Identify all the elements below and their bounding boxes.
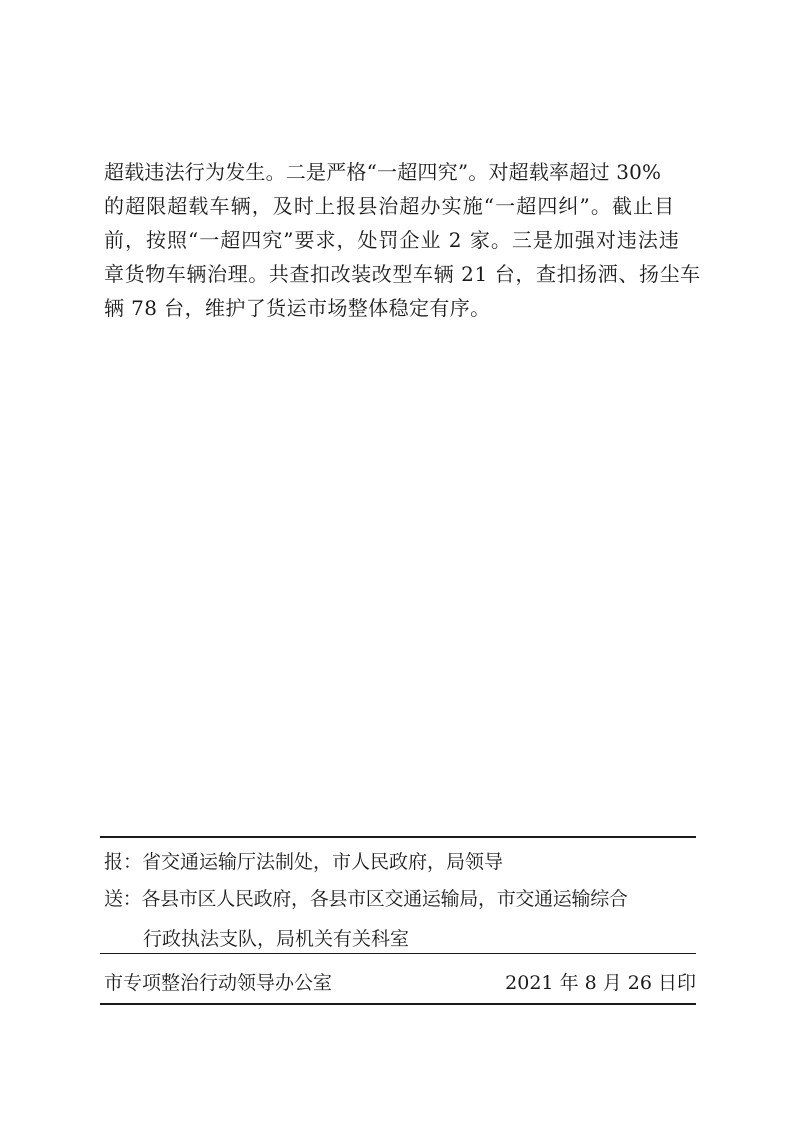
body-line: 超载违法行为发生。二是严格“一超四究”。对超载率超过 30% — [104, 160, 662, 184]
report-to-line: 报：省交通运输厅法制处，市人民政府，局领导 — [104, 851, 504, 873]
issuer-name: 市专项整治行动领导办公室 — [104, 972, 333, 994]
body-line: 辆 78 台，维护了货运市场整体稳定有序。 — [104, 296, 491, 320]
copy-to-line: 送：各县市区人民政府，各县市区交通运输局，市交通运输综合 — [104, 888, 628, 910]
body-line: 的超限超载车辆，及时上报县治超办实施“一超四纠”。截止目 — [104, 194, 676, 218]
print-date: 2021 年 8 月 26 日印 — [505, 972, 696, 994]
footer-bottom-rule — [100, 1003, 696, 1005]
footer-middle-rule — [100, 953, 696, 954]
footer-top-rule — [100, 836, 696, 838]
body-text — [104, 155, 704, 325]
body-line: 章货物车辆治理。共查扣改装改型车辆 21 台，查扣扬洒、扬尘车 — [104, 262, 701, 286]
body-line: 前，按照“一超四究”要求，处罚企业 2 家。三是加强对违法违 — [104, 228, 680, 252]
copy-to-continuation: 行政执法支队，局机关有关科室 — [143, 928, 410, 950]
